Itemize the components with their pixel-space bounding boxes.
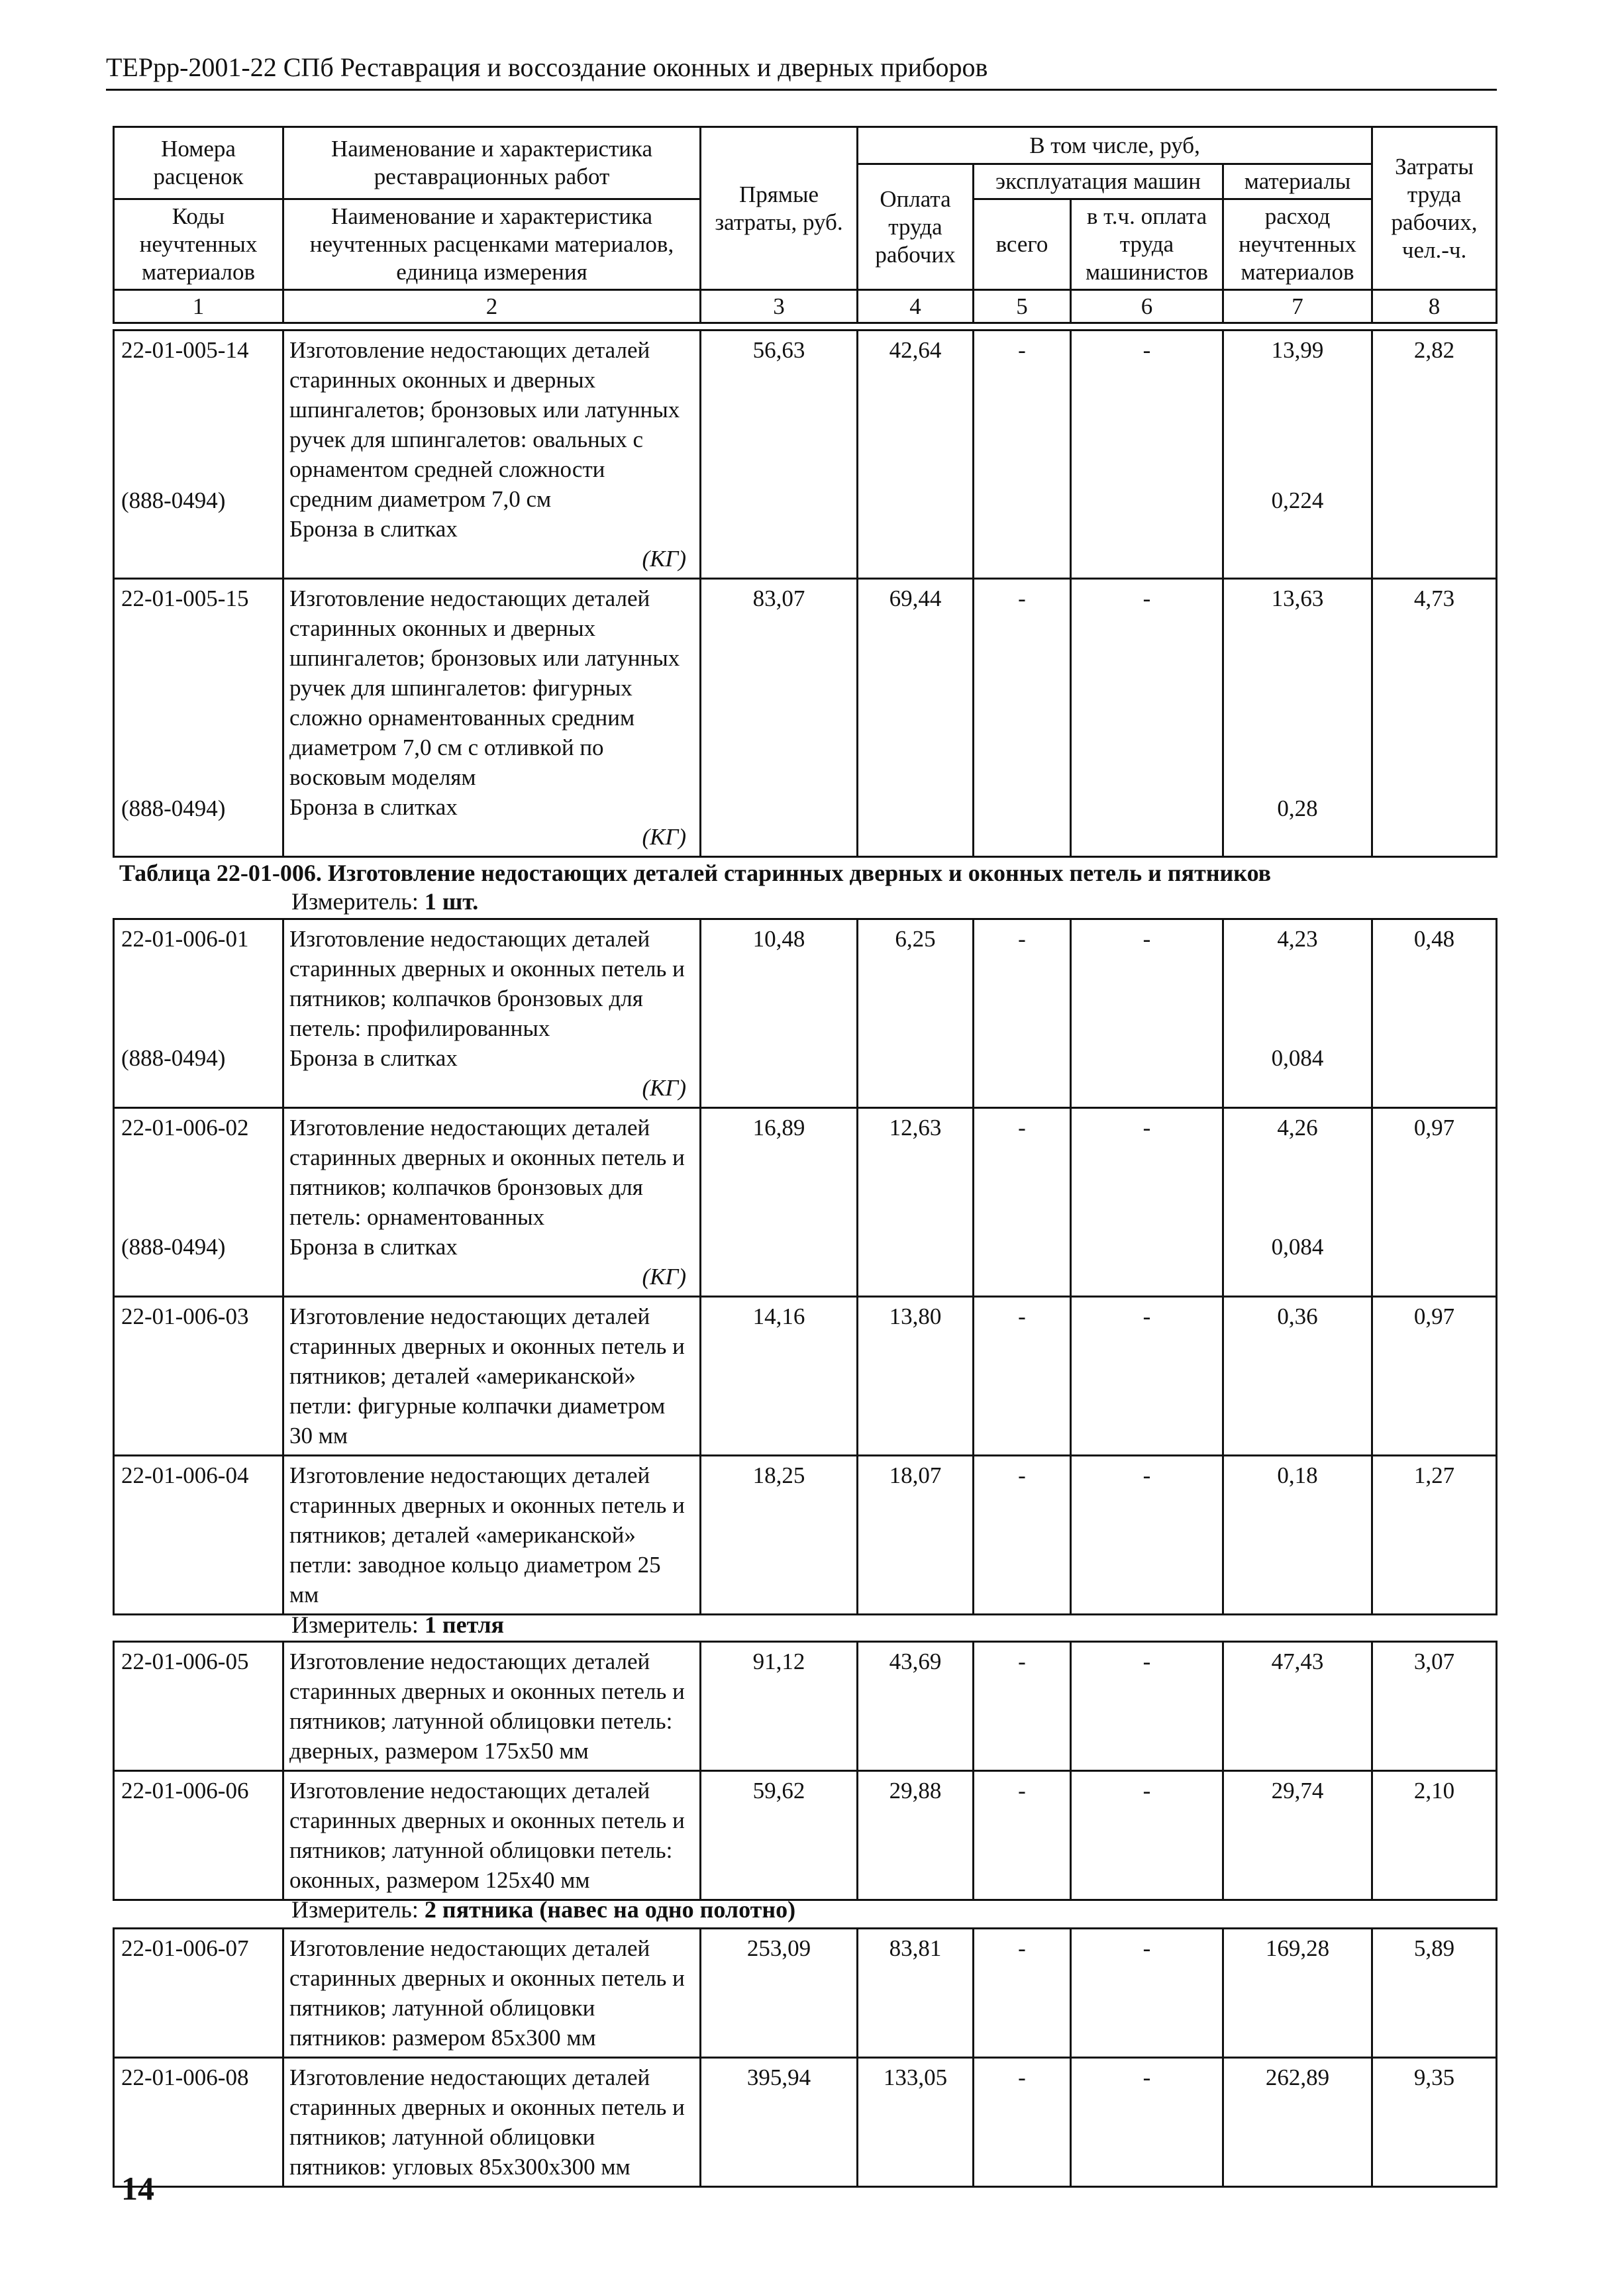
rate-description: Изготовление недостающих деталей старинных дверных и оконных петель и пятников; деталей «американской» петли: фигурные колпачки диаметром 30 мм (283, 1297, 701, 1456)
machinist-wage: - (1071, 1771, 1223, 1900)
rate-code: 22-01-006-05 (114, 1642, 283, 1771)
col2-top-header: Наименование и характеристика реставрационных работ (283, 127, 701, 199)
rate-code: 22-01-006-01 (888-0494) (114, 919, 283, 1108)
rate-description: Изготовление недостающих деталей старинных дверных и оконных петель и пятников; деталей «американской» петли: заводное кольцо диаметром 25 мм (283, 1456, 701, 1615)
direct-costs: 83,07 (701, 579, 858, 857)
col6-header: в т.ч. оплата труда машинистов (1071, 199, 1223, 290)
rate-code: 22-01-006-04 (114, 1456, 283, 1615)
rate-description: Изготовление недостающих деталей старинных дверных и оконных петель и пятников; колпачков бронзовых для петель: профилированных Бронза в слитках (КГ) (283, 919, 701, 1108)
machinist-wage: - (1071, 1297, 1223, 1456)
machinist-wage: - (1071, 1456, 1223, 1615)
material-quantity: 0,224 (1271, 487, 1324, 513)
materials-value: 0,18 (1223, 1456, 1372, 1615)
rate-description: Изготовление недостающих деталей старинных оконных и дверных шпингалетов; бронзовых или латунных ручек для шпингалетов: овальных с орнаментом средней сложности средним диаметром 7,0 см Бронза в слитках (КГ) (283, 331, 701, 579)
machines-total: - (974, 1771, 1071, 1900)
material-quantity: 0,084 (1271, 1234, 1324, 1260)
material-unit: (КГ) (642, 824, 686, 850)
col-number: 6 (1071, 290, 1223, 323)
direct-costs: 395,94 (701, 2058, 858, 2187)
rates-table-block1 (113, 329, 1497, 858)
labor-wage: 29,88 (858, 1771, 974, 1900)
rate-code: 22-01-005-14 (888-0494) (114, 331, 283, 579)
measure-unit-3: Измеритель: 2 пятника (навес на одно полотно) (291, 1896, 796, 1923)
material-name: Бронза в слитках (289, 516, 458, 542)
labor-hours: 9,35 (1372, 2058, 1497, 2187)
col7-header: расход неучтенных материалов (1223, 199, 1372, 290)
material-name: Бронза в слитках (289, 794, 458, 820)
rates-table-block4 (113, 1927, 1497, 2188)
machines-total: - (974, 1929, 1071, 2058)
material-quantity: 0,084 (1271, 1045, 1324, 1071)
materials-value: 4,26 0,084 (1223, 1108, 1372, 1297)
labor-wage: 42,64 (858, 331, 974, 579)
machines-total: - (974, 1642, 1071, 1771)
machinist-wage: - (1071, 2058, 1223, 2187)
header-rule (106, 89, 1497, 91)
labor-wage: 13,80 (858, 1297, 974, 1456)
col-number: 7 (1223, 290, 1372, 323)
col3-header: Прямые затраты, руб. (701, 127, 858, 290)
rates-table-block3 (113, 1641, 1497, 1901)
labor-hours: 3,07 (1372, 1642, 1497, 1771)
table-row (114, 579, 1497, 857)
machines-total: - (974, 1297, 1071, 1456)
rate-description: Изготовление недостающих деталей старинных дверных и оконных петель и пятников; латунной облицовки пятников: угловых 85x300x300 мм (283, 2058, 701, 2187)
materials-value: 262,89 (1223, 2058, 1372, 2187)
materials-value: 47,43 (1223, 1642, 1372, 1771)
labor-hours: 1,27 (1372, 1456, 1497, 1615)
table-row (114, 1929, 1497, 2058)
col-number: 8 (1372, 290, 1497, 323)
direct-costs: 253,09 (701, 1929, 858, 2058)
table-row (114, 1297, 1497, 1456)
table-title: Таблица 22-01-006. Изготовление недостающих деталей старинных дверных и оконных петель и пятников (119, 860, 1272, 886)
table-row (114, 331, 1497, 579)
table-row (114, 2058, 1497, 2187)
direct-costs: 10,48 (701, 919, 858, 1108)
col5-header: всего (974, 199, 1071, 290)
material-code: (888-0494) (121, 1045, 226, 1071)
machinist-wage: - (1071, 579, 1223, 857)
labor-wage: 69,44 (858, 579, 974, 857)
col-number: 5 (974, 290, 1071, 323)
labor-hours: 0,97 (1372, 1297, 1497, 1456)
materials-value: 169,28 (1223, 1929, 1372, 2058)
machines-total: - (974, 579, 1071, 857)
direct-costs: 18,25 (701, 1456, 858, 1615)
material-quantity: 0,28 (1277, 795, 1318, 821)
labor-wage: 12,63 (858, 1108, 974, 1297)
direct-costs: 16,89 (701, 1108, 858, 1297)
measure-unit-1: Измеритель: 1 шт. (291, 888, 479, 915)
labor-wage: 133,05 (858, 2058, 974, 2187)
material-unit: (КГ) (642, 1075, 686, 1101)
page-number: 14 (121, 2170, 154, 2207)
machines-total: - (974, 919, 1071, 1108)
material-code: (888-0494) (121, 1234, 226, 1260)
material-name: Бронза в слитках (289, 1045, 458, 1071)
table-row (114, 919, 1497, 1108)
material-code: (888-0494) (121, 795, 226, 821)
labor-wage: 6,25 (858, 919, 974, 1108)
labor-hours: 2,10 (1372, 1771, 1497, 1900)
col1-bottom-header: Коды неучтенных материалов (114, 199, 283, 290)
machines-total: - (974, 1108, 1071, 1297)
direct-costs: 56,63 (701, 331, 858, 579)
materials-value: 0,36 (1223, 1297, 1372, 1456)
machinist-wage: - (1071, 1642, 1223, 1771)
col-number: 3 (701, 290, 858, 323)
rate-code: 22-01-006-07 (114, 1929, 283, 2058)
table-row (114, 1108, 1497, 1297)
rate-code: 22-01-006-06 (114, 1771, 283, 1900)
rate-code: 22-01-006-03 (114, 1297, 283, 1456)
machinist-wage: - (1071, 1108, 1223, 1297)
rates-table-block2 (113, 918, 1497, 1615)
machines-total: - (974, 331, 1071, 579)
materials-value: 13,63 0,28 (1223, 579, 1372, 857)
labor-hours: 4,73 (1372, 579, 1497, 857)
labor-wage: 18,07 (858, 1456, 974, 1615)
machinist-wage: - (1071, 919, 1223, 1108)
labor-hours: 5,89 (1372, 1929, 1497, 2058)
col8-header: Затраты труда рабочих, чел.-ч. (1372, 127, 1497, 290)
rate-code: 22-01-006-02 (888-0494) (114, 1108, 283, 1297)
column-header-table (113, 126, 1497, 324)
material-unit: (КГ) (642, 1264, 686, 1290)
material-unit: (КГ) (642, 546, 686, 572)
rate-code: 22-01-006-08 (114, 2058, 283, 2187)
materials-value: 29,74 (1223, 1771, 1372, 1900)
direct-costs: 59,62 (701, 1771, 858, 1900)
material-code: (888-0494) (121, 487, 226, 513)
labor-wage: 43,69 (858, 1642, 974, 1771)
direct-costs: 91,12 (701, 1642, 858, 1771)
rate-code: 22-01-005-15 (888-0494) (114, 579, 283, 857)
materials-header: материалы (1223, 164, 1372, 199)
direct-costs: 14,16 (701, 1297, 858, 1456)
machinist-wage: - (1071, 331, 1223, 579)
machinist-wage: - (1071, 1929, 1223, 2058)
page-header: ТЕРрр-2001-22 СПб Реставрация и воссоздание оконных и дверных приборов (106, 52, 988, 82)
machines-total: - (974, 2058, 1071, 2187)
table-row (114, 1456, 1497, 1615)
rate-description: Изготовление недостающих деталей старинных дверных и оконных петель и пятников; латунной облицовки пятников: размером 85x300 мм (283, 1929, 701, 2058)
col-number: 4 (858, 290, 974, 323)
labor-wage: 83,81 (858, 1929, 974, 2058)
col-number: 2 (283, 290, 701, 323)
labor-hours: 0,48 (1372, 919, 1497, 1108)
col2-bottom-header: Наименование и характеристика неучтенных расценками материалов, единица измерения (283, 199, 701, 290)
materials-value: 4,23 0,084 (1223, 919, 1372, 1108)
col4-header: Оплата труда рабочих (858, 164, 974, 290)
group-header: В том числе, руб, (858, 127, 1372, 164)
labor-hours: 0,97 (1372, 1108, 1497, 1297)
measure-unit-2: Измеритель: 1 петля (291, 1611, 505, 1638)
machines-total: - (974, 1456, 1071, 1615)
machines-header: эксплуатация машин (974, 164, 1223, 199)
materials-value: 13,99 0,224 (1223, 331, 1372, 579)
table-row (114, 1642, 1497, 1771)
rate-description: Изготовление недостающих деталей старинных оконных и дверных шпингалетов; бронзовых или латунных ручек для шпингалетов: фигурных сложно орнаментованных средним диаметром 7,0 см с отливкой по восковым моделям Бронза в слитках (КГ) (283, 579, 701, 857)
rate-description: Изготовление недостающих деталей старинных дверных и оконных петель и пятников; латунной облицовки петель: дверных, размером 175x50 мм (283, 1642, 701, 1771)
rate-description: Изготовление недостающих деталей старинных дверных и оконных петель и пятников; колпачков бронзовых для петель: орнаментованных Бронза в слитках (КГ) (283, 1108, 701, 1297)
rate-description: Изготовление недостающих деталей старинных дверных и оконных петель и пятников; латунной облицовки петель: оконных, размером 125x40 мм (283, 1771, 701, 1900)
material-name: Бронза в слитках (289, 1234, 458, 1260)
labor-hours: 2,82 (1372, 331, 1497, 579)
table-row (114, 1771, 1497, 1900)
col-number: 1 (114, 290, 283, 323)
col1-top-header: Номера расценок (114, 127, 283, 199)
